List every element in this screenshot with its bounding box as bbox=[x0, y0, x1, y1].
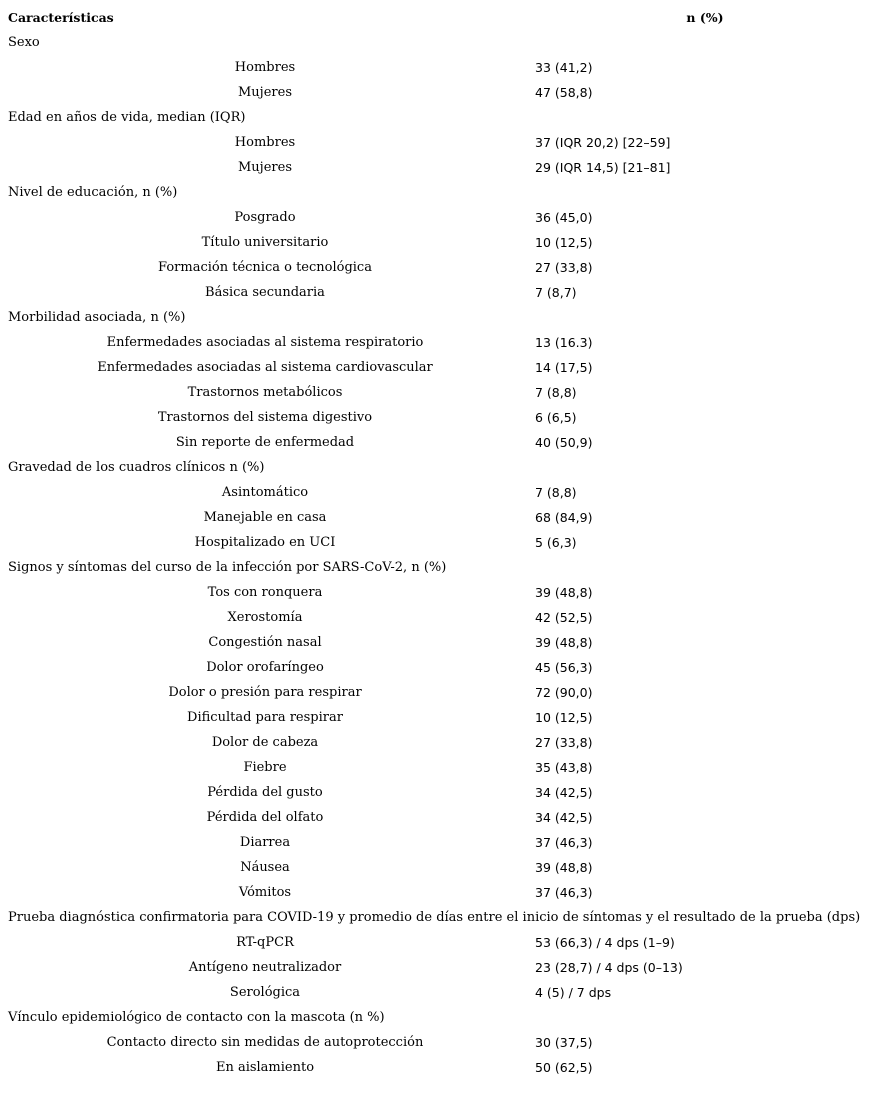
table-row bbox=[0, 530, 882, 555]
row-label: Enfermedades asociadas al sistema cardiovascular bbox=[97, 360, 433, 375]
row-value: 7 (8,7) bbox=[535, 285, 577, 300]
row-value: 7 (8,8) bbox=[535, 385, 577, 400]
table-row bbox=[0, 930, 882, 955]
section-row bbox=[0, 455, 882, 480]
table-row bbox=[0, 730, 882, 755]
row-label: Trastornos del sistema digestivo bbox=[157, 410, 373, 425]
table-row bbox=[0, 80, 882, 105]
table-row bbox=[0, 705, 882, 730]
row-label: En aislamiento bbox=[215, 1060, 315, 1075]
row-label: RT-qPCR bbox=[236, 935, 294, 950]
row-label: Enfermedades asociadas al sistema respiratorio bbox=[106, 335, 424, 350]
row-label: Trastornos metabólicos bbox=[187, 385, 343, 400]
row-label: Pérdida del gusto bbox=[207, 785, 323, 800]
table-row bbox=[0, 880, 882, 905]
row-label: Dificultad para respirar bbox=[187, 710, 343, 725]
table-row bbox=[0, 505, 882, 530]
row-value: 33 (41,2) bbox=[535, 60, 593, 75]
row-value: 37 (46,3) bbox=[535, 835, 593, 850]
table-row bbox=[0, 155, 882, 180]
row-value: 34 (42,5) bbox=[535, 785, 593, 800]
table-row bbox=[0, 980, 882, 1005]
row-value: 45 (56,3) bbox=[535, 660, 593, 675]
table-row bbox=[0, 855, 882, 880]
row-value: 5 (6,3) bbox=[535, 535, 577, 550]
table-row bbox=[0, 255, 882, 280]
row-value: 10 (12,5) bbox=[535, 235, 593, 250]
row-value: 47 (58,8) bbox=[535, 85, 593, 100]
row-label: Pérdida del olfato bbox=[206, 810, 324, 825]
row-value: 35 (43,8) bbox=[535, 760, 593, 775]
section-row bbox=[0, 555, 882, 580]
row-value: 4 (5) / 7 dps bbox=[535, 985, 612, 1000]
table-row bbox=[0, 355, 882, 380]
row-label: Formación técnica o tecnológica bbox=[158, 260, 372, 275]
row-label: Posgrado bbox=[234, 210, 296, 225]
row-label: Xerostomía bbox=[227, 610, 303, 625]
row-value: 39 (48,8) bbox=[535, 585, 593, 600]
row-label: Contacto directo sin medidas de autoprotección bbox=[106, 1035, 424, 1050]
section-row bbox=[0, 180, 882, 205]
section-row bbox=[0, 305, 882, 330]
table-row bbox=[0, 630, 882, 655]
row-label: Hombres bbox=[234, 135, 296, 150]
row-label: Fiebre bbox=[243, 760, 287, 775]
row-value: 53 (66,3) / 4 dps (1–9) bbox=[535, 935, 675, 950]
table-row bbox=[0, 130, 882, 155]
table-row bbox=[0, 1055, 882, 1080]
table-row bbox=[0, 330, 882, 355]
table-row bbox=[0, 230, 882, 255]
row-label: Diarrea bbox=[239, 835, 291, 850]
table-row bbox=[0, 55, 882, 80]
row-value: 42 (52,5) bbox=[535, 610, 593, 625]
table-body bbox=[0, 30, 882, 1080]
row-value: 34 (42,5) bbox=[535, 810, 593, 825]
section-row bbox=[0, 905, 882, 930]
row-value: 27 (33,8) bbox=[535, 260, 593, 275]
section-label: Edad en años de vida, median (IQR) bbox=[8, 110, 246, 125]
row-label: Mujeres bbox=[238, 160, 292, 175]
row-value: 7 (8,8) bbox=[535, 485, 577, 500]
row-label: Dolor orofaríngeo bbox=[206, 660, 324, 675]
table-row bbox=[0, 1030, 882, 1055]
column-header-n-percent: n (%) bbox=[686, 10, 724, 25]
row-label: Hombres bbox=[234, 60, 296, 75]
row-label: Vómitos bbox=[238, 885, 292, 900]
table-row bbox=[0, 780, 882, 805]
section-label: Prueba diagnóstica confirmatoria para COVID-19 y promedio de días entre el inicio de síntomas y el resultado de la prueba (dps) bbox=[8, 910, 861, 925]
table-row bbox=[0, 655, 882, 680]
row-label: Básica secundaria bbox=[205, 285, 325, 300]
row-label: Título universitario bbox=[201, 235, 329, 250]
row-value: 14 (17,5) bbox=[535, 360, 593, 375]
table-row bbox=[0, 580, 882, 605]
row-value: 29 (IQR 14,5) [21–81] bbox=[535, 160, 671, 175]
row-value: 30 (37,5) bbox=[535, 1035, 593, 1050]
row-value: 13 (16.3) bbox=[535, 335, 593, 350]
row-label: Dolor de cabeza bbox=[211, 735, 319, 750]
row-value: 27 (33,8) bbox=[535, 735, 593, 750]
section-row bbox=[0, 1005, 882, 1030]
row-value: 37 (IQR 20,2) [22–59] bbox=[535, 135, 671, 150]
row-value: 36 (45,0) bbox=[535, 210, 593, 225]
table-row bbox=[0, 680, 882, 705]
row-label: Hospitalizado en UCI bbox=[194, 535, 336, 550]
row-label: Náusea bbox=[240, 860, 290, 875]
row-value: 23 (28,7) / 4 dps (0–13) bbox=[535, 960, 683, 975]
row-label: Antígeno neutralizador bbox=[188, 960, 342, 975]
table-row bbox=[0, 405, 882, 430]
row-value: 10 (12,5) bbox=[535, 710, 593, 725]
column-header-characteristics: Características bbox=[8, 10, 114, 25]
table-header-row bbox=[0, 5, 882, 30]
section-label: Sexo bbox=[8, 35, 40, 50]
row-label: Manejable en casa bbox=[203, 510, 327, 525]
section-label: Morbilidad asociada, n (%) bbox=[8, 310, 186, 325]
section-label: Vínculo epidemiológico de contacto con la mascota (n %) bbox=[8, 1010, 385, 1025]
section-label: Nivel de educación, n (%) bbox=[8, 185, 178, 200]
row-value: 39 (48,8) bbox=[535, 635, 593, 650]
table-row bbox=[0, 805, 882, 830]
table-row bbox=[0, 430, 882, 455]
row-label: Mujeres bbox=[238, 85, 292, 100]
row-value: 37 (46,3) bbox=[535, 885, 593, 900]
row-label: Tos con ronquera bbox=[207, 585, 323, 600]
table-row bbox=[0, 480, 882, 505]
row-value: 50 (62,5) bbox=[535, 1060, 593, 1075]
row-label: Sin reporte de enfermedad bbox=[175, 435, 355, 450]
table-row bbox=[0, 605, 882, 630]
section-row bbox=[0, 30, 882, 55]
row-label: Asintomático bbox=[221, 485, 309, 500]
section-label: Signos y síntomas del curso de la infección por SARS-CoV-2, n (%) bbox=[8, 560, 447, 575]
characteristics-table bbox=[0, 5, 882, 1080]
section-label: Gravedad de los cuadros clínicos n (%) bbox=[8, 460, 265, 475]
row-value: 68 (84,9) bbox=[535, 510, 593, 525]
row-value: 6 (6,5) bbox=[535, 410, 577, 425]
table-row bbox=[0, 380, 882, 405]
row-value: 72 (90,0) bbox=[535, 685, 593, 700]
row-label: Serológica bbox=[229, 985, 301, 1000]
row-label: Congestión nasal bbox=[208, 635, 322, 650]
row-value: 39 (48,8) bbox=[535, 860, 593, 875]
row-label: Dolor o presión para respirar bbox=[168, 685, 362, 700]
table-row bbox=[0, 955, 882, 980]
table-row bbox=[0, 755, 882, 780]
table-row bbox=[0, 830, 882, 855]
table-row bbox=[0, 205, 882, 230]
table-row bbox=[0, 280, 882, 305]
section-row bbox=[0, 105, 882, 130]
row-value: 40 (50,9) bbox=[535, 435, 593, 450]
